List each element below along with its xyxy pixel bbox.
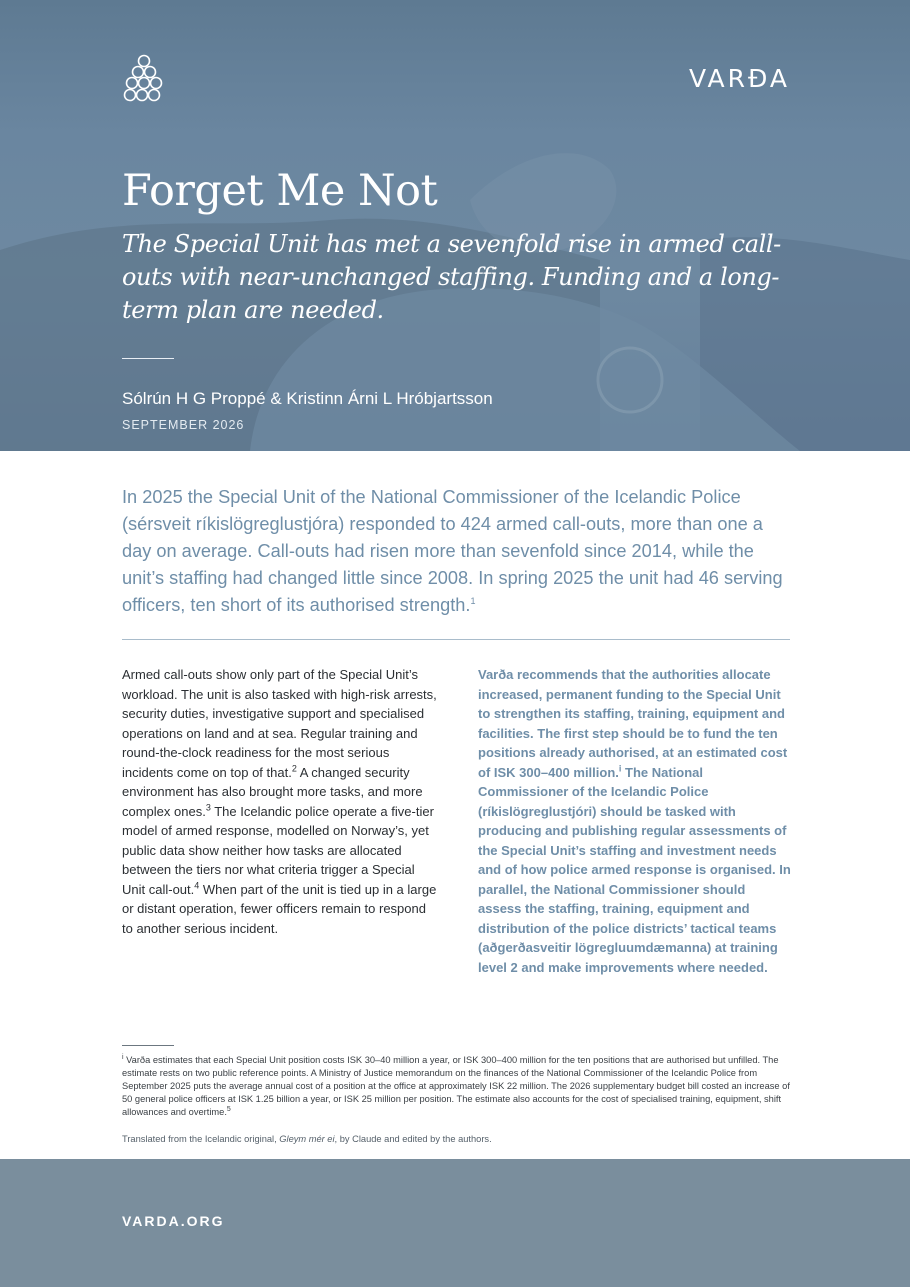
translation-suffix: , by Claude and edited by the authors.: [334, 1134, 492, 1144]
lead-paragraph: [122, 484, 792, 619]
section-divider: [122, 639, 790, 640]
cluster-circles-icon[interactable]: [122, 54, 166, 106]
footnote-ref-5[interactable]: 5: [226, 1106, 231, 1114]
body-left-text-2: A changed security environment has also brought more tasks, and more complex ones.: [122, 764, 423, 819]
recommendation-column: [478, 665, 792, 977]
recommendation-text-1: Varða recommends that the authorities allocate increased, permanent funding to the Special Unit to strengthen its staffing, training, equipment and facilities. The first step should be to fund the ten positions already authorised, at an estimated cost of ISK 300–400 million.: [478, 667, 788, 780]
body-left-text-1: Armed call-outs show only part of the Special Unit’s workload. The unit is also tasked with high-risk arrests, security duties, investigative support and specialised operations on land and at sea. Regular training and round-the-clock readiness for the most serious incidents come on top of that.: [122, 667, 437, 780]
footnote-ref-4[interactable]: 4: [194, 880, 200, 891]
recommendation-text-2: The National Commissioner of the Icelandic Police (ríkislögreglustjóri) should be tasked with producing and publishing regular assessments of the Special Unit’s staffing and investment needs and of how police armed response is organised. In parallel, the National Commissioner should assess the staffing, training, equipment and distribution of the police districts’ tactical teams (aðgerðasveitir lögregluumdæmanna) at training level 2 and make improvements where needed.: [478, 764, 791, 975]
footnote-ref-3[interactable]: 3: [205, 802, 211, 813]
footnote-text: Varða estimates that each Special Unit position costs ISK 30–40 million a year, or ISK 300–400 million for the ten positions that are authorised but unfilled. The estimate rests on two public reference points. A Ministry of Justice memorandum on the finances of the National Commissioner of the Icelandic Police from September 2025 puts the average annual cost of a position at the office at approximately ISK 22 million. The 2026 supplementary budget bill costed an increase of 50 general police officers at ISK 1.25 billion a year, or ISK 25 million per position. The estimate also accounts for the cost of specialised training, equipment, shift allowances and overtime.: [122, 1055, 790, 1118]
translation-prefix: Translated from the Icelandic original,: [122, 1134, 280, 1144]
footnote-divider: [122, 1045, 174, 1046]
footnote-ref-2[interactable]: 2: [291, 763, 297, 774]
authors: Sólrún H G Proppé & Kristinn Árni L Hróbjartsson: [122, 389, 493, 408]
body-column-left: [122, 665, 438, 938]
translation-note: [122, 1134, 492, 1144]
page-subtitle: The Special Unit has met a sevenfold rise in armed call-outs with near-unchanged staffing. Funding and a long-term plan are needed.: [122, 230, 781, 324]
brand-wordmark[interactable]: VARÐA: [688, 64, 790, 93]
footnote-marker: i: [122, 1053, 124, 1061]
publication-date: SEPTEMBER 2026: [122, 418, 245, 432]
original-title: Gleym mér ei: [279, 1134, 335, 1144]
footnote-ref-i[interactable]: i: [618, 763, 622, 774]
footer-url-link[interactable]: VARDA.ORG: [122, 1213, 225, 1229]
title-divider: [122, 358, 174, 359]
lead-text: In 2025 the Special Unit of the National Commissioner of the Icelandic Police (sérsveit ríkislögreglustjóra) responded to 424 armed call-outs, more than one a day on average. Call-outs had risen more than sevenfold since 2014, while the unit’s staffing had changed little since 2008. In spring 2025 the unit had 46 serving officers, ten short of its authorised strength.: [122, 487, 783, 615]
page-title: Forget Me Not: [122, 166, 438, 216]
hero-banner: [0, 0, 910, 451]
lead-footnote-ref[interactable]: 1: [470, 595, 476, 606]
body-left-text-4: When part of the unit is tied up in a large or distant operation, fewer officers remain to respond to another serious incident.: [122, 881, 437, 936]
footer: [0, 1159, 910, 1287]
footnote: [122, 1054, 792, 1119]
body-left-text-3: The Icelandic police operate a five-tier model of armed response, modelled on Norway’s, yet public data show neither how tasks are allocated between the tiers nor what criteria trigger a Special Unit call-out.: [122, 803, 434, 897]
